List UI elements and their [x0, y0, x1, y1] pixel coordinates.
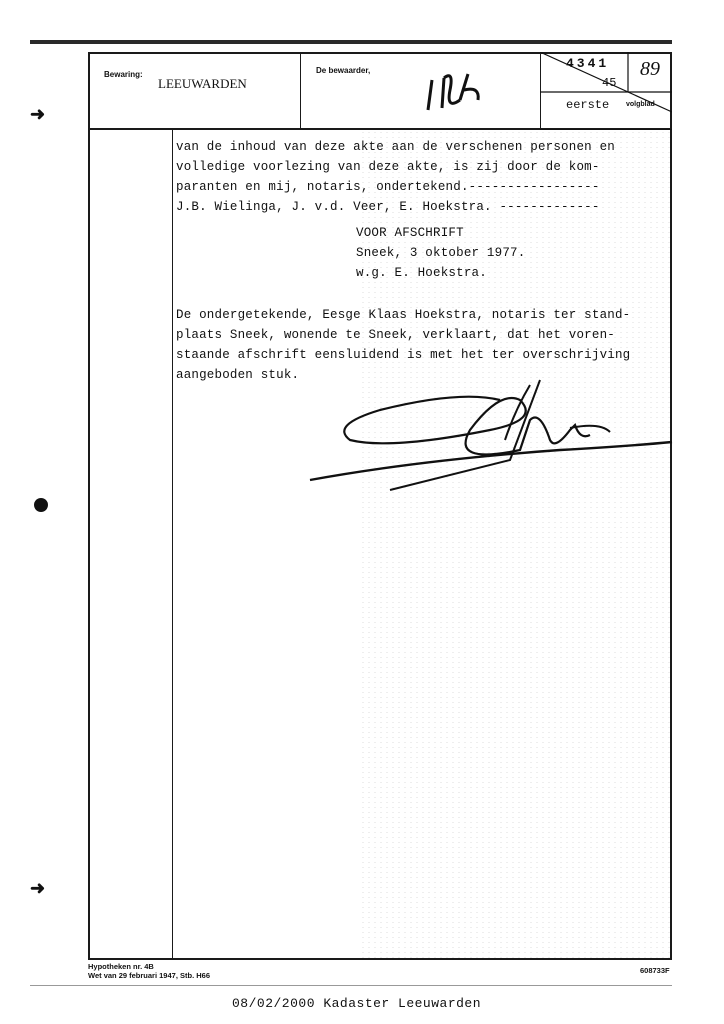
left-margin-line [172, 130, 173, 958]
declaration-line: aangeboden stuk. [176, 368, 300, 382]
afschrift-line: w.g. E. Hoekstra. [356, 266, 487, 280]
bewaarder-label: De bewaarder, [316, 66, 371, 75]
binder-arrow-icon: ➜ [30, 104, 46, 124]
form-code: 608733F [640, 966, 670, 975]
body-line: volledige voorlezing van deze akte, is zij door de kom- [176, 160, 600, 174]
page-number: 89 [640, 58, 660, 80]
body-line: van de inhoud van deze akte aan de verschenen personen en [176, 140, 615, 154]
bewaring-value: LEEUWARDEN [158, 76, 247, 91]
bewaring-label: Bewaring: [104, 70, 143, 79]
bewaarder-initials [420, 60, 490, 120]
afschrift-line: Sneek, 3 oktober 1977. [356, 246, 526, 260]
form-line: Wet van 29 februari 1947, Stb. H66 [88, 971, 210, 980]
declaration-line: staande afschrift eensluidend is met het ter overschrijving [176, 348, 631, 362]
notary-signature [300, 370, 680, 500]
body-line: J.B. Wielinga, J. v.d. Veer, E. Hoekstra. ------------- [176, 200, 600, 214]
volgblad-label: eerste [566, 98, 610, 112]
body-line: paranten en mij, notaris, ondertekend.----------------- [176, 180, 600, 194]
binder-hole-icon [34, 498, 48, 512]
kadaster-stamp: 08/02/2000 Kadaster Leeuwarden [232, 996, 482, 1011]
declaration-line: De ondergetekende, Eesge Klaas Hoekstra, notaris ter stand- [176, 308, 631, 322]
afschrift-line: VOOR AFSCHRIFT [356, 226, 464, 240]
header-divider [300, 52, 301, 130]
form-line: Hypotheken nr. 4B [88, 962, 154, 971]
top-border-bar [30, 40, 672, 44]
binder-arrow-icon: ➜ [30, 878, 46, 898]
deel-number: 45 [602, 76, 617, 90]
footer-divider [30, 985, 672, 986]
register-number: 4341 [566, 56, 610, 71]
declaration-line: plaats Sneek, wonende te Sneek, verklaart, dat het voren- [176, 328, 615, 342]
volgblad-suffix: volgblad [626, 101, 655, 108]
